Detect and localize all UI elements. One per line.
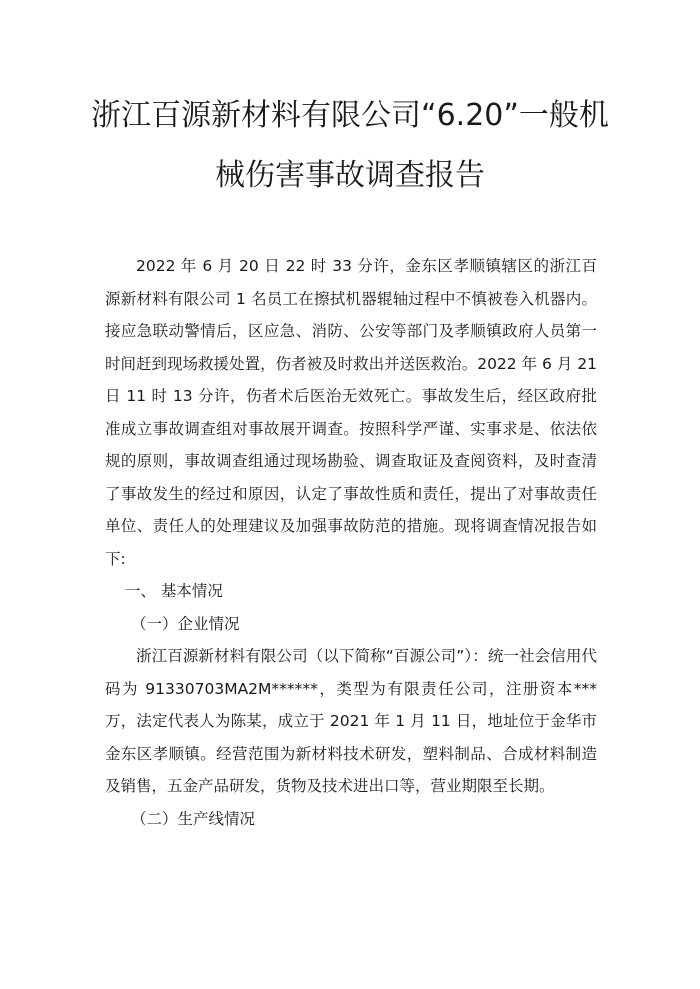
company-paragraph: 浙江百源新材料有限公司（以下简称“百源公司”）：统一社会信用代码为 91330703MA2M******，类型为有限责任公司，注册资本***万，法定代表人为陈某，成立于 2021 年 1 月 11 日，地址位于金华市金东区孝顺镇。经营范围为新材料技术研发，塑料制品、合成材料制造及销售，五金产品研发，货物及技术进出口等，营业期限至长期。 — [105, 647, 597, 795]
report-body — [105, 250, 597, 835]
intro-paragraph: 2022 年 6 月 20 日 22 时 33 分许，金东区孝顺镇辖区的浙江百源新材料有限公司 1 名员工在擦拭机器辊轴过程中不慎被卷入机器内。接应急联动警情后，区应急、消防、公安等部门及孝顺镇政府人员第一时间赶到现场救援处置，伤者被及时救出并送医救治。2022 年 6 月 21 日 11 时 13 分许，伤者术后医治无效死亡。事故发生后，经区政府批准成立事故调查组对事故展开调查。按照科学严谨、实事求是、依法依规的原则，事故调查组通过现场勘验、调查取证及查阅资料，及时查清了事故发生的经过和原因，认定了事故性质和责任，提出了对事故责任单位、责任人的处理建议及加强事故防范的措施。现将调查情况报告如下: — [105, 257, 597, 568]
report-title: 浙江百源新材料有限公司“6.20”一般机械伤害事故调查报告 — [91, 98, 609, 193]
subsection-heading-production-line: （二）生产线情况 — [131, 809, 256, 828]
subsection-heading-company: （一）企业情况 — [131, 614, 240, 633]
section-heading-basic-info: 一、 基本情况 — [125, 582, 223, 600]
